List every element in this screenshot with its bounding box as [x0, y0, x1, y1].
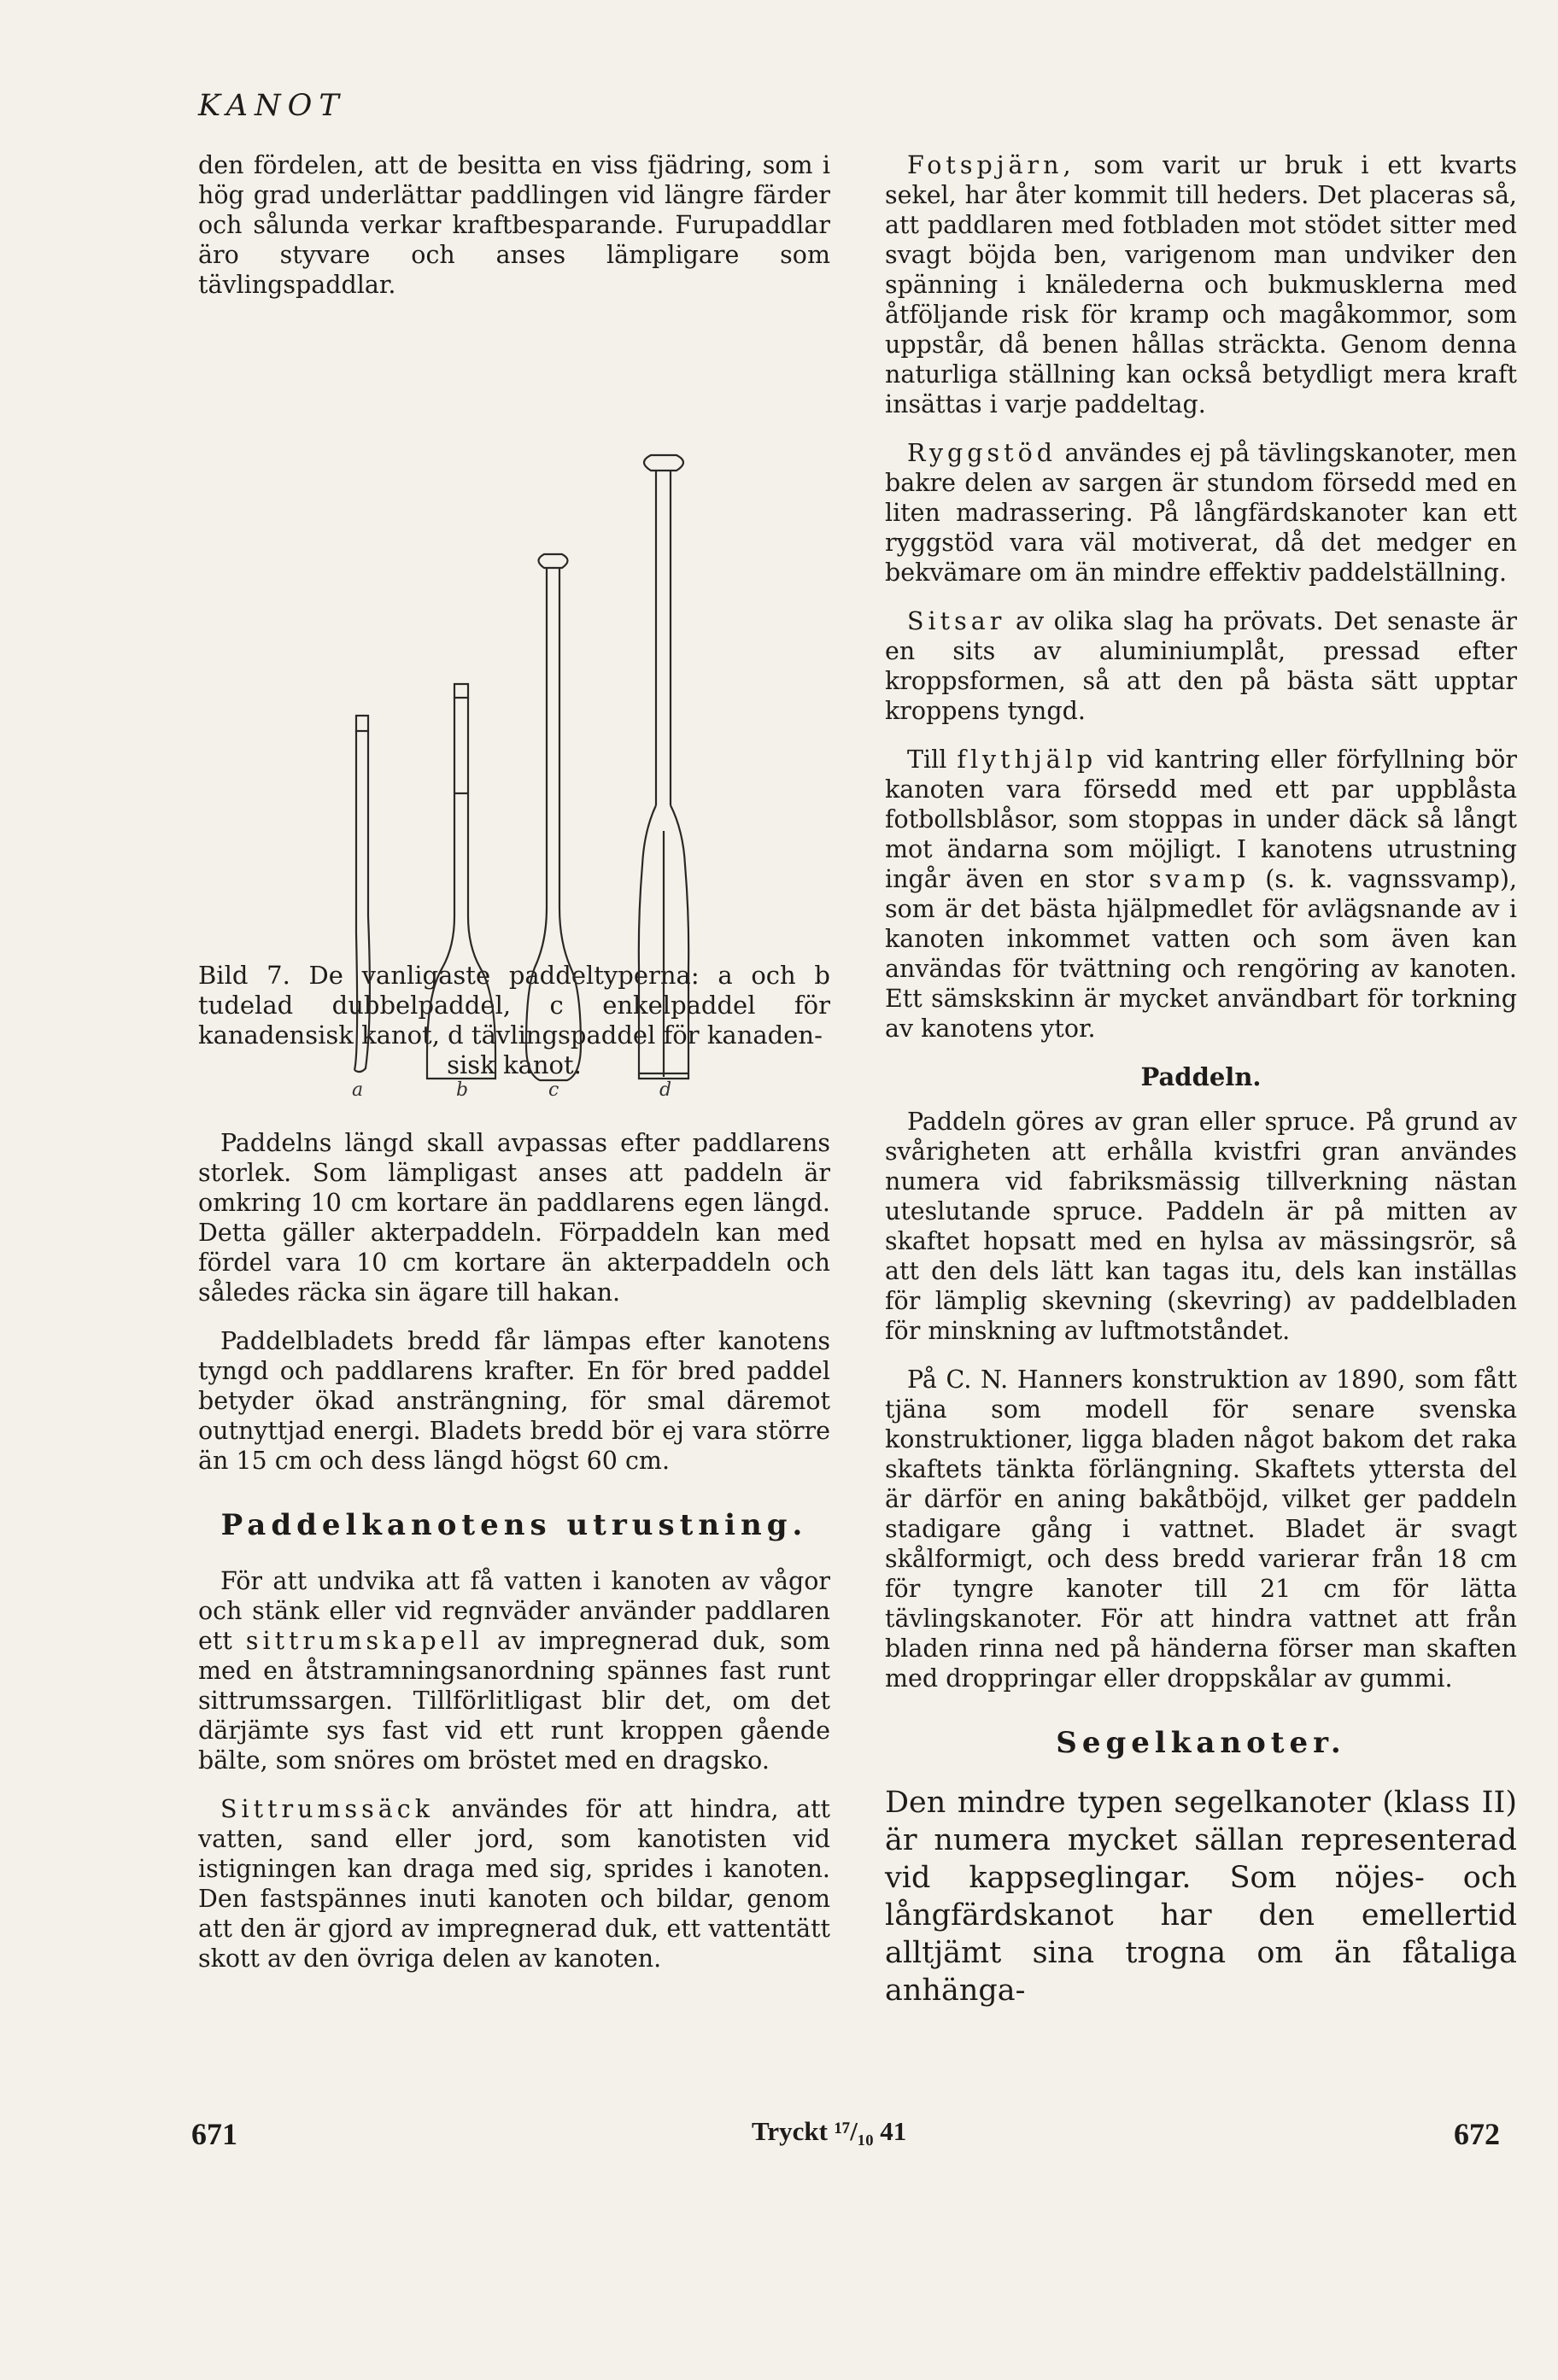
paragraph: den fördelen, att de besitta en viss fjädring, som i hög grad underlättar paddlingen vid längre färder och sålunda verkar kraftbesparande. Furupaddlar äro styvare och anses lämpligare som tävlingspaddlar.	[198, 151, 830, 299]
text: (s. k. vagnssvamp), som är det bästa hjälpmedlet för avlägsnande av i kanoten inkommet vatten och som även kan användas för tvättning och rengöring av kanoten. Ett sämskskinn är mycket användbart för torkning av kanotens ytor.	[885, 865, 1518, 1043]
text: användes ej på tävlingskanoter, men bakre delen av sargen är stundom försedd med en liten madrassering. På långfärdskanoter kan ett ryggstöd vara väl motiverat, då det medger en bekvämare om än mindre effektiv paddelställning.	[885, 439, 1517, 587]
paragraph	[198, 1794, 830, 1974]
paragraph	[885, 150, 1517, 419]
section-heading: Segelkanoter.	[1056, 1726, 1346, 1760]
text: som varit ur bruk i ett kvarts sekel, har åter kommit till heders. Det placeras så, att paddlaren med fotbladen mot stödet sitter med svagt böjda ben, varigenom man undviker den spänning i knälederna och bukmusklerna med åtföljande risk för kramp och magåkommor, som uppstår, då benen hållas sträckta. Genom denna naturliga ställning kan också betydligt mera kraft insättas i varje paddeltag.	[885, 151, 1517, 418]
emphasized-term: sittrumskapell	[245, 1627, 483, 1655]
caption-text: Bild 7. De vanligaste paddeltyperna: a och b tudelad dubbelpaddel, c enkelpaddel för kanadensisk kanot, d tävlingspaddel för kanaden-	[198, 961, 830, 1050]
paragraph-large: Den mindre typen segelkanoter (klass II) är numera mycket sällan representerad vid kappseglingar. Som nöjes- och långfärdskanot har den emellertid alltjämt sina trogna om än fåtaliga anhänga-	[885, 1786, 1517, 2008]
caption-end: sisk kanot.	[447, 1050, 582, 1079]
text: Till	[907, 746, 947, 774]
emphasized-term: Ryggstöd	[907, 439, 1057, 467]
page-number-right: 672	[1454, 2117, 1500, 2151]
text: För att undvika att få vatten i kanoten av vågor och stänk eller vid regnväder använder paddlaren ett	[198, 1567, 830, 1655]
paragraph	[885, 745, 1517, 1044]
right-column	[885, 150, 1517, 2009]
page-number-left: 671	[191, 2117, 237, 2151]
paragraph: Paddeln göres av gran eller spruce. På grund av svårigheten att erhålla kvistfri gran användes numera vid fabriksmässig tillverkning nästan uteslutande spruce. Paddeln är på mitten av skaftet hopsatt med en hylsa av mässingsrör, så att den dels lätt kan tagas itu, dels kan inställas för lämplig skevning (skevring) av paddelbladen för minskning av luftmotståndet.	[885, 1108, 1517, 1345]
emphasized-term: Sittrumssäck	[220, 1795, 435, 1823]
emphasized-term: Sitsar	[907, 607, 1006, 635]
emphasized-term: flythjälp	[957, 746, 1098, 774]
section-heading: Paddelkanotens utrustning.	[220, 1508, 808, 1542]
left-column	[198, 150, 830, 1992]
figure-label-b: b	[456, 1079, 469, 1101]
figure-label-c: c	[548, 1079, 559, 1101]
subsection-heading: Paddeln.	[1140, 1062, 1262, 1091]
paragraph: Paddelbladets bredd får lämpas efter kanotens tyngd och paddlarens krafter. En för bred paddel betyder ökad ansträngning, för smal däremot outnyttjad energi. Bladets bredd bör ej vara större än 15 cm och dess längd högst 60 cm.	[198, 1327, 830, 1475]
text: av olika slag ha prövats. Det senaste är en sits av aluminiumplåt, pressad efter kroppsformen, så att den på bästa sätt upptar kroppens tyngd.	[885, 607, 1518, 725]
figure-label-a: a	[352, 1079, 364, 1101]
figure-caption	[198, 961, 830, 1080]
emphasized-term: Fotspjärn,	[907, 151, 1075, 179]
running-header: KANOT	[198, 89, 346, 123]
paragraph: Paddelns längd skall avpassas efter paddlarens storlek. Som lämpligast anses att paddeln är omkring 10 cm kortare än paddlarens egen längd. Detta gäller akterpaddeln. Förpaddeln kan med fördel vara 10 cm kortare än akterpaddeln och således räcka sin ägare till hakan.	[198, 1129, 830, 1307]
print-date: Tryckt ¹⁷/₁₀ 41	[752, 2116, 907, 2146]
paragraph	[885, 606, 1517, 726]
figure-label-d: d	[659, 1079, 672, 1101]
paragraph	[885, 438, 1517, 588]
paragraph: På C. N. Hanners konstruktion av 1890, som fått tjäna som modell för senare svenska konstruktioner, ligga bladen något bakom det raka skaftets tänkta förlängning. Skaftets yttersta del är därför en aning bakåtböjd, vilket ger paddeln stadigare gång i vattnet. Bladet är svagt skålformigt, och dess bredd varierar från 18 cm för tyngre kanoter till 21 cm för lätta tävlingskanoter. För att hindra vattnet att från bladen rinna ned på händerna förser man skaften med droppringar eller droppskålar av gummi.	[885, 1365, 1517, 1693]
text: av impregnerad duk, som med en åtstramningsanordning spännes fast runt sittrumssargen. Tillförlitligast blir det, om det därjämte sys fast vid ett runt kroppen gående bälte, som snöres om bröstet med en dragsko.	[198, 1627, 830, 1775]
text: användes för att hindra, att vatten, sand eller jord, som kanotisten vid istigningen kan draga med sig, sprides i kanoten. Den fastspännes inuti kanoten och bildar, genom att den är gjord av impregnerad duk, ett vattentätt skott av den övriga delen av kanoten.	[198, 1795, 830, 1973]
emphasized-term: svamp	[1149, 865, 1250, 893]
paragraph	[198, 1566, 830, 1775]
text: vid kantring eller förfyllning bör kanoten vara försedd med ett par uppblåsta fotbollsblåsor, som stoppas in under däck så långt mot ändarna som möjligt. I kanotens utrustning ingår även en stor	[885, 746, 1518, 893]
